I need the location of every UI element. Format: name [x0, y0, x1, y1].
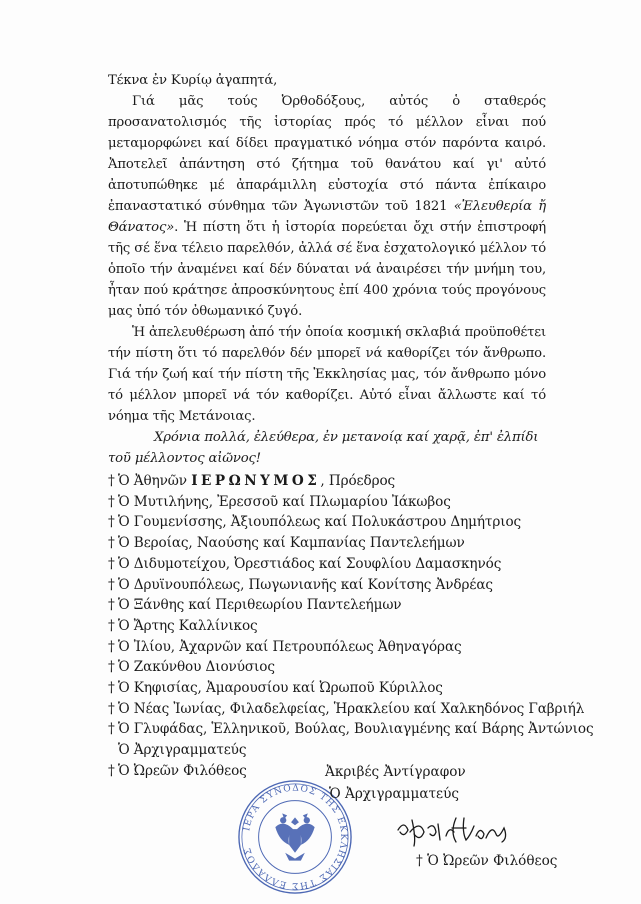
signature-row: [108, 616, 578, 637]
cross-icon: †: [108, 700, 115, 717]
secretary-name: Ὁ Ὠρεῶν Φιλόθεος: [118, 762, 247, 779]
attestation-block: [325, 761, 466, 805]
signature-row: [108, 512, 578, 533]
signature-text: Ὁ Γουμενίσσης, Ἀξιουπόλεως καί Πολυκάστρου Δημήτριος: [118, 514, 522, 531]
cross-icon: †: [108, 535, 115, 552]
signature-row: [108, 533, 578, 554]
signatures-list: [108, 471, 594, 782]
seal-text: ΙΕΡΑ ΣΥΝΟΔΟΣ ΤΗΣ ΕΚΚΛΗΣΙΑΣ ΤΗΣ ΕΛΛΑΔΟΣ: [242, 783, 349, 891]
signature-text: Ὁ Διδυμοτείχου, Ὀρεστιάδος καί Σουφλίου Δαμασκηνός: [118, 555, 502, 572]
handwritten-signature: [394, 810, 514, 850]
letter-closing-line-1: Χρόνια πολλά, ἐλεύθερα, ἐν μετανοίᾳ καί χαρᾷ, ἐπ' ἐλπίδι: [154, 430, 539, 445]
president-name: ΙΕΡΩΝΥΜΟΣ: [191, 473, 321, 489]
letter-body: [108, 70, 546, 469]
president-title: , Πρόεδρος: [320, 473, 396, 489]
letter-closing-line-2: τοῦ μέλλοντος αἰῶνος!: [108, 451, 261, 466]
signature-text: Ὁ Ζακύνθου Διονύσιος: [118, 659, 275, 676]
letter-paragraph-1: [108, 91, 546, 322]
signature-row: [108, 575, 578, 596]
signature-row: [108, 719, 594, 740]
signature-text: Ὁ Βεροίας, Ναούσης καί Καμπανίας Παντελεήμων: [118, 535, 465, 552]
signature-text: Ὁ Γλυφάδας, Ἑλληνικοῦ, Βούλας, Βουλιαγμένης καί Βάρης Ἀντώνιος: [118, 721, 594, 738]
cross-icon: †: [108, 473, 115, 489]
cross-icon: †: [108, 597, 115, 614]
secretary-title: Ὁ Ἀρχιγραμματεύς: [118, 742, 247, 759]
letter-greeting: Τέκνα ἐν Κυρίῳ ἀγαπητά,: [108, 73, 278, 88]
cross-icon: †: [108, 638, 115, 655]
paragraph-1-continuation: . Ἡ πίστη ὅτι ἡ ἱστορία πορεύεται ὄχι στήν ἐπιστροφή τῆς σέ ἕνα τέλειο παρελθόν, ἀλλά σέ ἕνα ἐσχατολογικό μέλλον τό ὁποῖο τήν ἀναμένει καί δέν δύναται νά ἀναιρέσει τήν μνήμη του, ἦταν πού κράτησε ἀπροσκύνητους ἐπί 400 χρόνια τούς προγόνους μας ὑπό τόν ὀθωμανικό ζυγό.: [108, 220, 546, 319]
cross-icon: †: [108, 721, 115, 738]
signature-text: Ὁ Ἄρτης Καλλίνικος: [118, 617, 258, 634]
signature-row: [108, 699, 585, 720]
double-headed-eagle-icon: [275, 813, 314, 860]
signature-row-president: [108, 471, 578, 492]
signature-row: [108, 492, 578, 513]
attestation-secretary: Ὁ Ἀρχιγραμματεύς: [329, 786, 459, 802]
cross-icon: †: [108, 617, 115, 634]
attestation-title: Ἀκριβές Ἀντίγραφον: [325, 764, 466, 780]
signature-row: [108, 678, 578, 699]
signature-row: [108, 637, 578, 658]
signature-prefix: Ὁ Ἀθηνῶν: [118, 473, 192, 489]
signature-text: Ὁ Μυτιλήνης, Ἐρεσσοῦ καί Πλωμαρίου Ἰάκωβος: [118, 493, 451, 510]
signature-rows: [108, 492, 594, 740]
signature-text: Ὁ Κηφισίας, Ἀμαρουσίου καί Ὠρωποῦ Κύριλλος: [118, 680, 443, 697]
signature-row: [108, 554, 578, 575]
revolutionary-motto: «Ἐλευθερία ἤ Θάνατος»: [108, 199, 546, 235]
cross-icon: †: [108, 555, 115, 572]
cross-icon: †: [108, 514, 115, 531]
signature-row: [108, 595, 578, 616]
paragraph-1-text: Γιά μᾶς τούς Ὀρθοδόξους, αὐτός ὁ σταθερός προσανατολισμός τῆς ἱστορίας πρός τό μέλλον εἶναι πού μεταμορφώνει καί δίδει πραγματικό νόημα στόν παρόντα καιρό. Ἀποτελεῖ ἀπάντηση στό ζήτημα τοῦ θανάτου καί γι' αὐτό ἀποτυπώθηκε μέ ἀπαράμιλλη εὐστοχία στό πάντα ἐπίκαιρο ἐπαναστατικό σύνθημα τῶν Ἀγωνιστῶν τοῦ 1821: [108, 94, 546, 214]
letter-paragraph-2: Ἡ ἀπελευθέρωση ἀπό τήν ὁποία κοσμική σκλαβιά προϋποθέτει τήν πίστη ὅτι τό παρελθόν δέν μπορεῖ νά καθορίζει τόν ἄνθρωπο. Γιά τήν ζωή καί τήν πίστη τῆς Ἐκκλησίας μας, τόν ἄνθρωπο μόνο τό μέλλον μπορεῖ νά τόν καθορίζει. Αὐτό εἶναι ἄλλωστε καί τό νόημα τῆς Μετάνοιας.: [108, 325, 546, 424]
signature-row: [108, 657, 578, 678]
signature-text: Ὁ Δρυϊνουπόλεως, Πωγωνιανῆς καί Κονίτσης Ἀνδρέας: [118, 576, 493, 593]
attestation-signer: † Ὁ Ὠρεῶν Φιλόθεος: [416, 853, 558, 869]
signature-text: Ὁ Ἰλίου, Ἀχαρνῶν καί Πετρουπόλεως Ἀθηναγόρας: [118, 638, 462, 655]
cross-icon: †: [108, 659, 115, 676]
cross-icon: †: [108, 493, 115, 510]
cross-icon: †: [108, 762, 115, 779]
cross-icon: †: [108, 576, 115, 593]
cross-icon: †: [108, 680, 115, 697]
signature-text: Ὁ Νέας Ἰωνίας, Φιλαδελφείας, Ἡρακλείου καί Χαλκηδόνος Γαβριήλ: [118, 700, 585, 717]
signature-text: Ὁ Ξάνθης καί Περιθεωρίου Παντελεήμων: [118, 597, 402, 614]
